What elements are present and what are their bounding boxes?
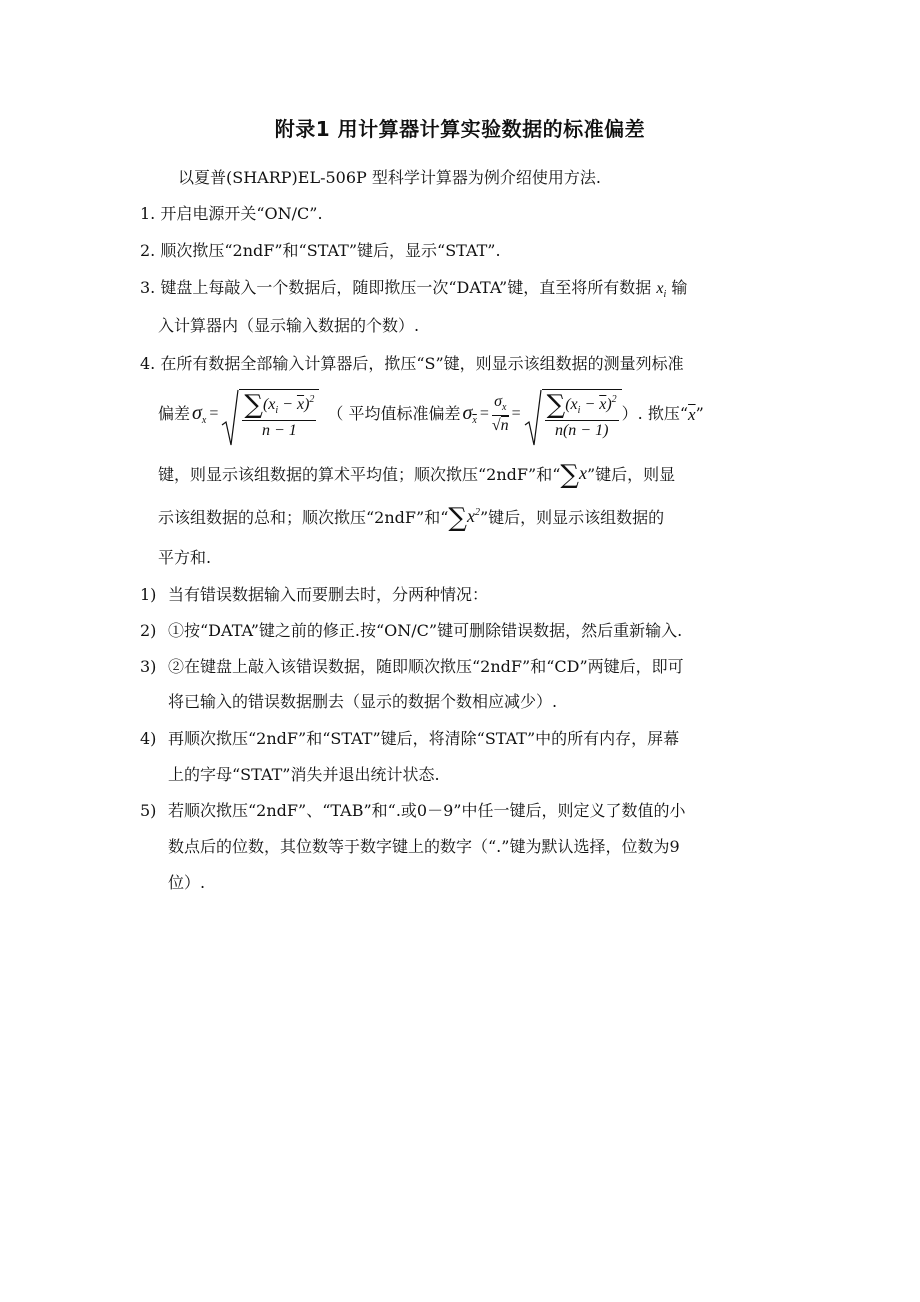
step-number: 2.	[140, 241, 156, 260]
sum-x-squared-key: $\sum x^2$	[448, 503, 480, 533]
step-4-line-4: 示该组数据的总和；顺次揿压“2ndF”和“ $\sum x^2$ ”键后，则显示该组数据的	[158, 503, 665, 533]
document-title: 附录1 用计算器计算实验数据的标准偏差	[274, 117, 646, 141]
step-4	[140, 356, 684, 372]
item-3: 3) ②在键盘上敲入该错误数据，随即顺次揿压“2ndF”和“CD”两键后，即可	[140, 657, 684, 676]
step-text: 输	[671, 278, 688, 297]
mean-std-formula: $\frac{\sum(x_i - \overline{x})^2}{n(n - 1)}$	[524, 389, 622, 439]
step-text: 键盘上每敲入一个数据后，随即揿压一次“DATA”键，直至将所有数据	[160, 278, 652, 297]
data-variable: $x_i$	[656, 280, 667, 300]
intro-paragraph: 以夏普(SHARP)EL-506P 型科学计算器为例介绍使用方法.	[178, 168, 601, 187]
formula-label: 偏差	[158, 404, 191, 423]
std-deviation-formula-line: 偏差 $\sigma_x$ = $\frac{\sum(x_i - \overline{x})^2}{n - 1}$ （ 平均值标准偏差 $\sigma_{\overline{x}}$ = $\frac{\sigma_x}{√n}$ = $\frac{\sum(x_i - \overline{x})^2}{n(n - 1)}$ ）. 揿压“ $\overline{x}$ ”	[158, 384, 704, 444]
formula-label: ”	[695, 404, 704, 423]
step-number: 1.	[140, 204, 156, 223]
formula-label: ）. 揿压“	[621, 404, 689, 423]
step-1	[140, 206, 323, 222]
step-3	[140, 280, 687, 300]
item-5-continued: 数点后的位数，其位数等于数字键上的数字（“.”键为默认选择，位数为9	[168, 837, 680, 856]
mean-std-fraction: $\frac{\sigma_x}{√n}$	[491, 393, 509, 434]
step-text: 开启电源开关“ON/C”.	[160, 204, 323, 223]
item-2: 2) ①按“DATA”键之前的修正.按“ON/C”键可删除错误数据，然后重新输入.	[140, 621, 683, 640]
step-number: 4.	[140, 354, 156, 373]
step-number: 3.	[140, 278, 156, 297]
item-1: 1) 当有错误数据输入而要删去时，分两种情况：	[140, 585, 489, 604]
step-4-line-3: 键，则显示该组数据的算术平均值；顺次揿压“2ndF”和“ ∑x ”键后，则显	[158, 460, 676, 490]
step-2	[140, 243, 501, 259]
step-4-line-5: 平方和.	[158, 548, 212, 567]
step-text: 顺次揿压“2ndF”和“STAT”键后，显示“STAT”.	[160, 241, 501, 260]
item-5-continued-2: 位）.	[168, 873, 206, 892]
sigma-x-symbol: $\sigma_x$	[192, 401, 207, 426]
item-4-continued: 上的字母“STAT”消失并退出统计状态.	[168, 765, 440, 784]
xbar-key: $\overline{x}$	[688, 404, 696, 424]
step-3-continued: 入计算器内（显示输入数据的个数）.	[158, 316, 420, 335]
sample-std-formula: $\frac{\sum(x_i - \overline{x})^2}{n - 1}$	[221, 389, 319, 439]
formula-label: （ 平均值标准偏差	[327, 404, 461, 423]
sigma-xbar-symbol: $\sigma_{\overline{x}}$	[462, 401, 477, 426]
step-text: 在所有数据全部输入计算器后，揿压“S”键，则显示该组数据的测量列标准	[160, 354, 684, 373]
item-5: 5) 若顺次揿压“2ndF”、“TAB”和“.或0－9”中任一键后，则定义了数值的小	[140, 801, 686, 820]
sum-x-key: ∑x	[560, 460, 587, 490]
item-4: 4) 再顺次揿压“2ndF”和“STAT”键后，将清除“STAT”中的所有内存，屏幕	[140, 729, 680, 748]
item-3-continued: 将已输入的错误数据删去（显示的数据个数相应减少）.	[168, 692, 558, 711]
